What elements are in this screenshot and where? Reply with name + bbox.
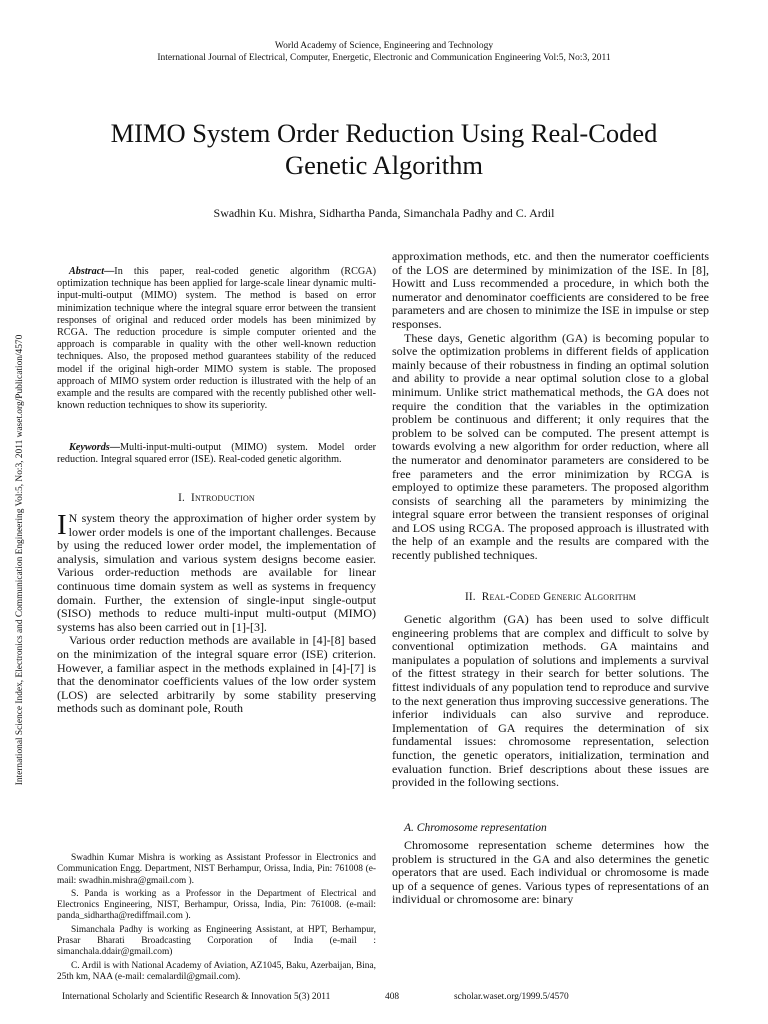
keywords-dash: — xyxy=(109,442,120,453)
ga-paragraph: These days, Genetic algorithm (GA) is becoming popular to solve the optimization problems in different fields of application mainly because of their robustness in finding an optimal solution and ability to provide a near optimal solution close to a global minimum. Unlike strict mathematical methods, the GA does not require the condition that the variables in the optimization problem be continuous and different; it only requires that the problem to be solved can be computed. The present attempt is towards evolving a new algorithm for order reduction, where all the numerator and denominator parameters are considered to be free parameters and the error minimization by RCGA is employed to optimize these parameters. The proposed algorithm consists of searching all the parameters by minimizing the integral square error between the transient responses of original and LOS using RCGA. The proposed approach is illustrated with the help of an example and the results are compared with the recently published techniques. xyxy=(392,330,709,563)
journal-issue: International Journal of Electrical, Computer, Energetic, Electronic and Communication Engineering Vol:5, No:3, 2011 xyxy=(157,53,611,63)
right-column-text xyxy=(392,250,709,563)
rcga-body xyxy=(392,613,709,790)
section-number: I. xyxy=(178,492,186,504)
section-heading-introduction xyxy=(57,492,376,504)
journal-name: World Academy of Science, Engineering and Technology xyxy=(274,41,494,51)
keywords-text: Multi-input-multi-output (MIMO) system. Model order reduction. Integral squared error (ISE). Real-coded genetic algorithm. xyxy=(57,442,376,466)
footnote: C. Ardil is with National Academy of Aviation, AZ1045, Baku, Azerbaijan, Bina, 25th km, NAA (e-mail: cemalardil@gmail.com). xyxy=(57,960,376,982)
paper-authors: Swadhin Ku. Mishra, Sidhartha Panda, Simanchala Padhy and C. Ardil xyxy=(213,206,555,220)
continued-paragraph: approximation methods, etc. and then the numerator coefficients of the LOS are determined by minimization of the ISE. In [8], Howitt and Luss recommended a procedure, in which both the numerator and denominator coefficients are considered to be free parameters and are chosen to minimize the ISE in impulse or step responses. xyxy=(392,249,709,331)
footnote: Simanchala Padhy is working as Engineering Assistant, at HPT, Berhampur, Prasar Bharati Broadcasting Corporation of India (e-mail : simanchala.ddair@gmail.com) xyxy=(57,924,376,958)
author-footnotes xyxy=(57,853,376,985)
abstract-dash: — xyxy=(104,266,115,277)
section-title: Introduction xyxy=(191,492,255,504)
chromosome-body xyxy=(392,839,709,907)
footer-url[interactable]: scholar.waset.org/1999.5/4570 xyxy=(454,992,569,1002)
footnote: Swadhin Kumar Mishra is working as Assistant Professor in Electronics and Communication Engg. Department, NIST Berhampur, Orissa, India, Pin: 761008 (e-mail: swadhin.mishra@gmail.com ). xyxy=(57,853,376,886)
subsection-heading: A. Chromosome representation xyxy=(404,822,547,834)
section-heading-rcga xyxy=(392,591,709,603)
abstract-text: In this paper, real-coded genetic algorithm (RCGA) optimization technique has been applied for large-scale linear dynamic multi-input-multi-output (MIMO) system. The method is based on error minimization technique where the integral square error between the transient responses of original and reduced order models has been minimized by RCGA. The reduction procedure is simple computer oriented and the approach is comparable in quality with the other well-known reduction techniques. Also, the proposed method guarantees stability of the reduced model if the original high-order MIMO system is stable. The proposed approach of MIMO system order reduction is illustrated with the help of an example and the results are compared with the recently published other well-known reduction techniques to show its superiority. xyxy=(57,266,376,412)
paper-title: MIMO System Order Reduction Using Real-Coded Genetic Algorithm xyxy=(110,118,658,180)
page-number: 408 xyxy=(385,992,400,1002)
rcga-paragraph: Genetic algorithm (GA) has been used to solve difficult engineering problems that are complex and difficult to solve by conventional optimization methods. GA maintains and manipulates a population of solutions and implements a survival of the fittest strategy in their search for better solutions. The fittest individuals of any population tend to reproduce and survive to the next generation thus improving successive generations. The inferior individuals can also survive and reproduce. Implementation of GA requires the determination of six fundamental issues: chromosome representation, selection function, the genetic operators, initialization, termination and evaluation function. Brief descriptions about these issues are provided in the following sections. xyxy=(392,612,709,790)
side-citation xyxy=(12,300,28,820)
side-citation-text: International Science Index, Electronics and Communication Engineering Vol:5, No:3, 2011 waset.org/Publication/4570 xyxy=(15,334,25,786)
intro-paragraph-2: Various order reduction methods are available in [4]-[8] based on the minimization of the integral square error (ISE) criterion. However, a familiar aspect in the methods explained in [4]-[7] is that the denominator coefficients values of the low order system (LOS) are selected arbitrarily by some stability preserving methods such as dominant pole, Routh xyxy=(57,633,376,716)
keywords-label: Keywords xyxy=(69,442,110,453)
section-number: II. xyxy=(464,591,476,603)
section-title: Real-Coded Generic Algorithm xyxy=(481,591,637,603)
chromosome-paragraph: Chromosome representation scheme determines how the problem is structured in the GA and also determines the genetic operators that are used. Each individual or chromosome is made up of a sequence of genes. Various types of representations of an individual or chromosome are: binary xyxy=(392,838,709,907)
abstract-label: Abstract xyxy=(69,266,105,277)
abstract xyxy=(57,266,376,412)
footer-publisher: International Scholarly and Scientific Research & Innovation 5(3) 2011 xyxy=(62,992,331,1002)
drop-cap: I xyxy=(57,509,67,541)
intro-paragraph-1: N system theory the approximation of higher order system by lower order models is one of the important challenges. Because by using the reduced lower order model, the implementation of analysis, simulation and various system designs become easier. Various order-reduction methods are available for linear continuous time domain system as well as systems in frequency domain. Further, the extension of single-input single-output (SISO) methods to reduce multi-input multi-output (MIMO) systems has also been carried out in [1]-[3]. xyxy=(57,511,376,634)
footnote: S. Panda is working as a Professor in the Department of Electrical and Electronics Engineering, NIST, Berhampur, Orissa, India, Pin: 761008. (e-mail: panda_sidhartha@rediffmail.com ). xyxy=(57,888,376,922)
keywords xyxy=(57,442,376,466)
introduction-body xyxy=(57,509,376,716)
